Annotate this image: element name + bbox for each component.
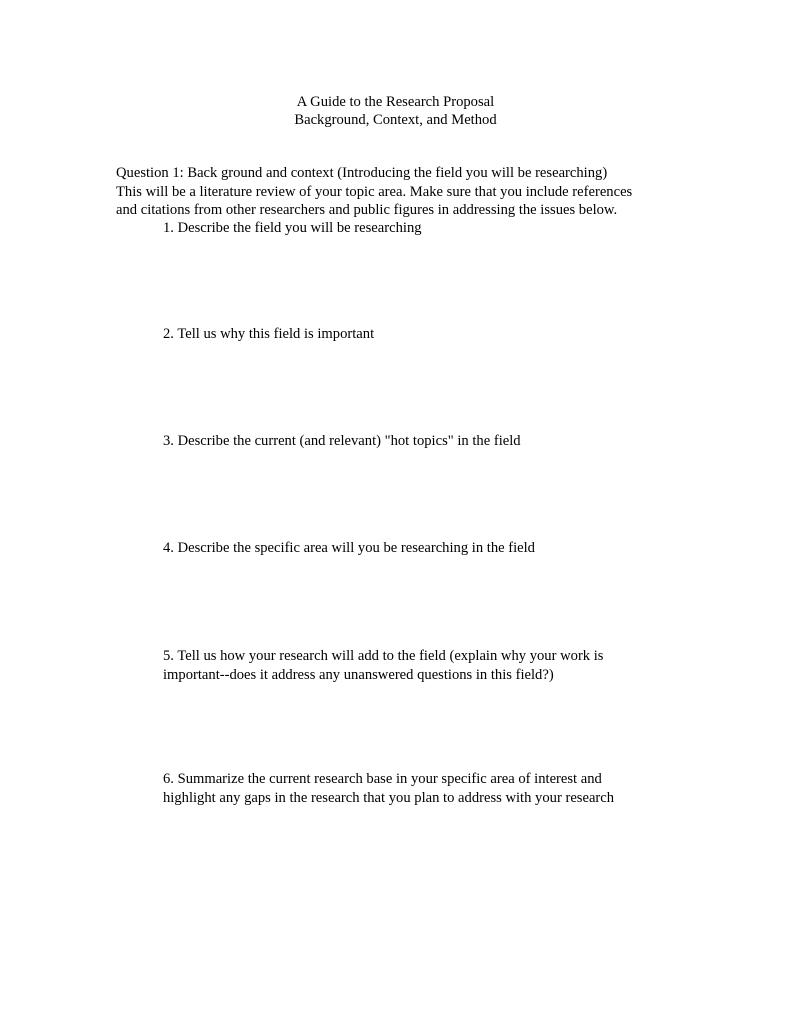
question-item-3: [163, 432, 683, 451]
title-block: [0, 93, 791, 129]
item-text: 3. Describe the current (and relevant) "hot topics" in the field: [163, 433, 521, 449]
question-item-6: [163, 770, 683, 807]
item-text: 6. Summarize the current research base in your specific area of interest and: [163, 771, 602, 787]
item-text: 2. Tell us why this field is important: [163, 326, 375, 342]
question-item-1: [163, 219, 683, 238]
document-subtitle: Background, Context, and Method: [294, 112, 497, 128]
instruction-line: This will be a literature review of your topic area. Make sure that you include references: [116, 183, 633, 200]
question-item-5: [163, 647, 683, 684]
question-item-2: [163, 325, 683, 344]
item-text: 1. Describe the field you will be researching: [163, 220, 422, 236]
question-intro: [116, 164, 676, 220]
question-heading: Question 1: Back ground and context (Introducing the field you will be researching): [116, 165, 608, 181]
item-text: 5. Tell us how your research will add to the field (explain why your work is: [163, 648, 604, 664]
document-title: A Guide to the Research Proposal: [296, 94, 495, 110]
question-item-4: [163, 539, 683, 558]
item-text: 4. Describe the specific area will you be researching in the field: [163, 540, 535, 556]
item-text: highlight any gaps in the research that you plan to address with your research: [163, 789, 615, 806]
item-text: important--does it address any unanswered questions in this field?): [163, 666, 554, 683]
instruction-line: and citations from other researchers and public figures in addressing the issues below.: [116, 202, 618, 218]
